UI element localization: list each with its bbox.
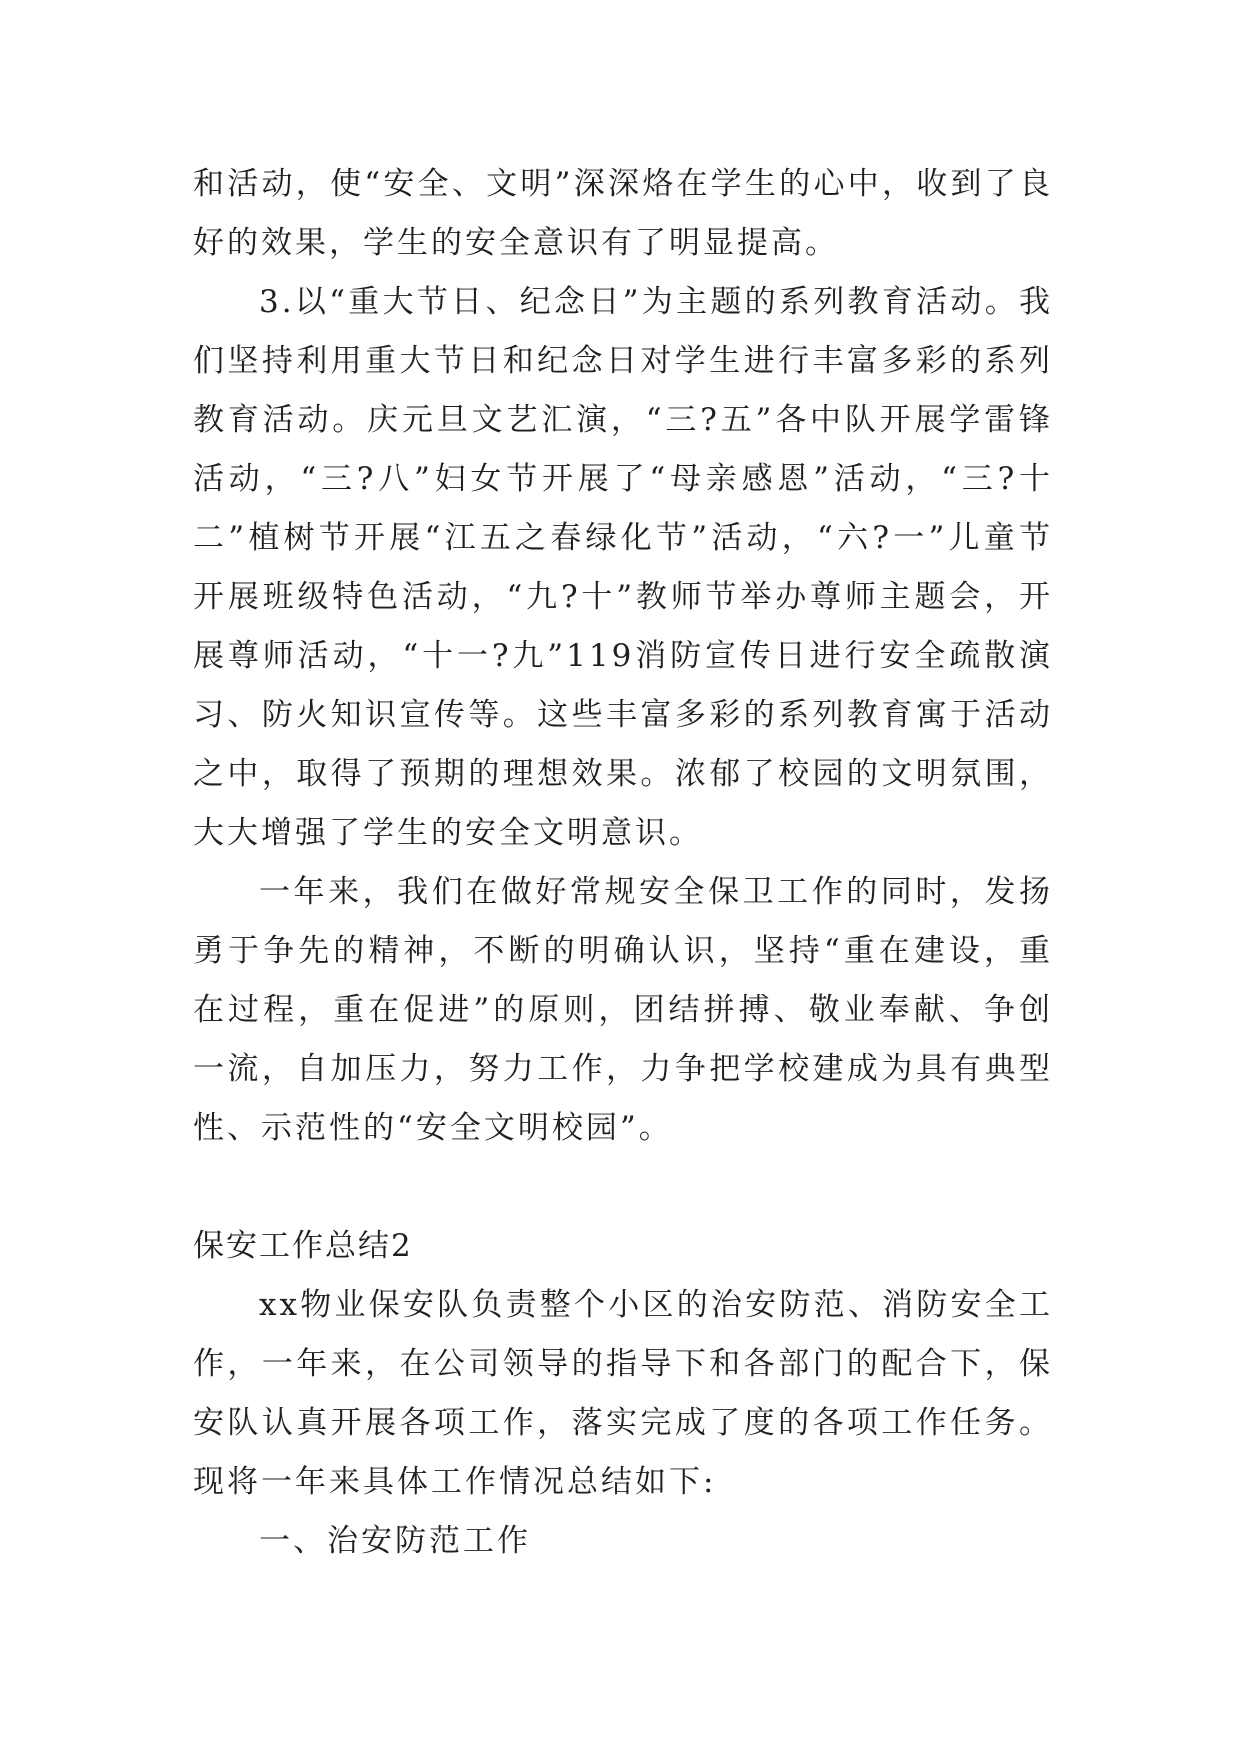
subheading-public-security: 一、治安防范工作 [259,1523,531,1559]
paragraph-year-summary: 一年来，我们在做好常规安全保卫工作的同时，发扬勇于争先的精神，不断的明确认识，坚持“重在建设，重在过程，重在促进”的原则，团结拼搏、敬业奉献、争创一流，自加压力，努力工作，力争把学校建成为具有典型性、示范性的“安全文明校园”。 [193,874,1053,1146]
paragraph-security-intro: xx物业保安队负责整个小区的治安防范、消防安全工作，一年来，在公司领导的指导下和各部门的配合下，保安队认真开展各项工作，落实完成了度的各项工作任务。现将一年来具体工作情况总结如下: [193,1287,1053,1500]
paragraph-holiday-activities: 3.以“重大节日、纪念日”为主题的系列教育活动。我们坚持利用重大节日和纪念日对学生进行丰富多彩的系列教育活动。庆元旦文艺汇演，“三?五”各中队开展学雷锋活动，“三?八”妇女节开展了“母亲感恩”活动，“三?十二”植树节开展“江五之春绿化节”活动，“六?一”儿童节开展班级特色活动，“九?十”教师节举办尊师主题会，开展尊师活动，“十一?九”119消防宣传日进行安全疏散演习、防火知识宣传等。这些丰富多彩的系列教育寓于活动之中，取得了预期的理想效果。浓郁了校园的文明氛围，大大增强了学生的安全文明意识。 [193,284,1053,851]
paragraph-continuation: 和活动，使“安全、文明”深深烙在学生的心中，收到了良好的效果，学生的安全意识有了明显提高。 [193,166,1053,261]
document-body [193,155,1053,1571]
section-title: 保安工作总结2 [193,1228,413,1264]
